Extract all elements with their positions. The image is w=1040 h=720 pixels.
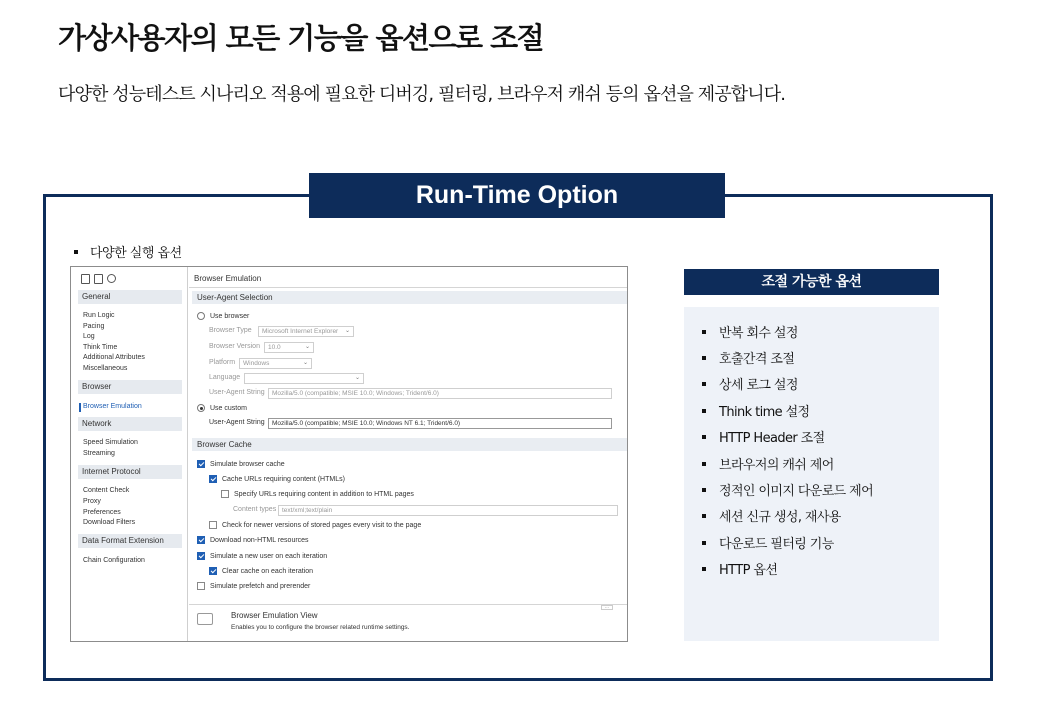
option-item-label: 반복 회수 설정: [719, 326, 798, 341]
option-item-label: 세션 신규 생성, 재사용: [719, 510, 841, 525]
ua-string-label-custom: User-Agent String: [209, 419, 265, 426]
page-subtitle: 다양한 성능테스트 시나리오 적용에 필요한 디버깅, 필터링, 브라우저 캐쉬 등의 옵션을 제공합니다.: [58, 84, 786, 105]
bullet-square: [702, 356, 706, 360]
check-newer-label: Check for newer versions of stored pages every visit to the page: [222, 521, 422, 529]
option-item-label: Think time 설정: [719, 405, 810, 420]
sidebar-item-browser-emulation[interactable]: Browser Emulation: [83, 403, 142, 410]
specify-urls-label: Specify URLs requiring content in addition to HTML pages: [234, 490, 414, 498]
options-header: 조절 가능한 옵션: [684, 269, 939, 295]
content-types-label: Content types: [233, 506, 277, 513]
cache-urls-option[interactable]: [209, 475, 345, 483]
use-custom-label: Use custom: [210, 404, 247, 412]
sidebar-item-log[interactable]: Log: [83, 333, 95, 340]
settings-main: [189, 267, 628, 641]
browser-type-value: Microsoft Internet Explorer: [262, 328, 339, 335]
use-custom-radio[interactable]: [197, 404, 205, 412]
options-list: [684, 307, 939, 641]
panel-bullet-text: 다양한 실행 옵션: [90, 246, 182, 261]
sidebar-item-streaming[interactable]: Streaming: [83, 450, 115, 457]
ua-section-header: User-Agent Selection: [192, 291, 627, 304]
info-title: Browser Emulation View: [231, 611, 318, 620]
bullet-square: [702, 462, 706, 466]
platform-value: Windows: [243, 360, 270, 367]
browser-version-label: Browser Version: [209, 343, 260, 350]
runtime-settings-screenshot: [70, 266, 628, 642]
simulate-new-user-option[interactable]: [197, 552, 327, 560]
simulate-cache-checkbox[interactable]: [197, 460, 205, 468]
ua-string-field-custom[interactable]: Mozilla/5.0 (compatible; MSIE 10.0; Windows NT 6.1; Trident/6.0): [268, 418, 612, 429]
sidebar-section-internet-protocol[interactable]: Internet Protocol: [78, 465, 182, 479]
option-item-label: 정적인 이미지 다운로드 제어: [719, 484, 874, 499]
language-label: Language: [209, 374, 241, 381]
bullet-square: [702, 409, 706, 413]
page-title: 가상사용자의 모든 기능을 옵션으로 조절: [58, 21, 544, 55]
download-non-html-checkbox[interactable]: [197, 536, 205, 544]
cache-section-header: Browser Cache: [192, 438, 627, 451]
sidebar-item-run-logic[interactable]: Run Logic: [83, 312, 115, 319]
check-newer-checkbox[interactable]: [209, 521, 217, 529]
use-custom-option[interactable]: [197, 404, 247, 412]
simulate-new-user-checkbox[interactable]: [197, 552, 205, 560]
ua-string-label-browser: User-Agent String: [209, 389, 265, 396]
option-item: [702, 533, 834, 552]
option-item-label: 호출간격 조절: [719, 352, 795, 367]
browser-type-label: Browser Type: [209, 327, 252, 334]
ua-string-field-browser[interactable]: Mozilla/5.0 (compatible; MSIE 10.0; Windows; Trident/6.0): [268, 388, 612, 399]
sidebar-toolbar: [81, 274, 116, 284]
content-types-field[interactable]: text/xml;text/plain: [278, 505, 618, 516]
sidebar-item-preferences[interactable]: Preferences: [83, 509, 121, 516]
platform-label: Platform: [209, 359, 236, 366]
sidebar-item-speed-simulation[interactable]: Speed Simulation: [83, 439, 138, 446]
option-item: [702, 348, 794, 367]
use-browser-option[interactable]: [197, 312, 249, 320]
clear-cache-checkbox[interactable]: [209, 567, 217, 575]
check-newer-option[interactable]: [209, 521, 421, 529]
simulate-cache-label: Simulate browser cache: [210, 460, 285, 468]
sidebar-item-additional-attributes[interactable]: Additional Attributes: [83, 354, 145, 361]
more-options-button[interactable]: ...: [601, 605, 613, 610]
sidebar-section-data-format-extension[interactable]: Data Format Extension: [78, 534, 182, 548]
bullet-square: [702, 541, 706, 545]
bullet-square: [702, 382, 706, 386]
bullet-square: [702, 567, 706, 571]
panel-bullet: [74, 242, 182, 261]
simulate-prefetch-checkbox[interactable]: [197, 582, 205, 590]
option-item: [702, 374, 798, 393]
info-panel: [189, 604, 628, 642]
option-item: [702, 454, 834, 473]
bullet-square: [702, 435, 706, 439]
sidebar-item-chain-configuration[interactable]: Chain Configuration: [83, 557, 145, 564]
browser-version-select[interactable]: [264, 342, 314, 353]
bullet-square: [74, 250, 78, 254]
comment-icon: [197, 613, 213, 625]
panel-title: Run-Time Option: [309, 173, 725, 218]
sidebar-section-network[interactable]: Network: [78, 417, 182, 431]
simulate-prefetch-option[interactable]: [197, 582, 310, 590]
language-select[interactable]: [244, 373, 364, 384]
simulate-cache-option[interactable]: [197, 460, 285, 468]
option-item-label: 상세 로그 설정: [719, 378, 798, 393]
sidebar-item-content-check[interactable]: Content Check: [83, 487, 130, 494]
browser-version-value: 10.0: [268, 344, 281, 351]
cache-urls-checkbox[interactable]: [209, 475, 217, 483]
option-item: [702, 480, 873, 499]
clear-cache-label: Clear cache on each iteration: [222, 567, 314, 575]
use-browser-radio[interactable]: [197, 312, 205, 320]
info-description: Enables you to configure the browser related runtime settings.: [231, 624, 410, 631]
option-item: [702, 559, 777, 578]
sidebar-section-general[interactable]: General: [78, 290, 182, 304]
sidebar-item-think-time[interactable]: Think Time: [83, 344, 118, 351]
chevron-down-icon: ⌄: [304, 344, 310, 350]
chevron-down-icon: ⌄: [354, 375, 360, 381]
title-divider: [189, 287, 628, 288]
platform-select[interactable]: [239, 358, 312, 369]
bullet-square: [702, 514, 706, 518]
browser-type-select[interactable]: [258, 326, 354, 337]
chevron-down-icon: ⌄: [344, 328, 350, 334]
option-item: [702, 322, 798, 341]
bullet-square: [702, 330, 706, 334]
use-browser-label: Use browser: [210, 312, 250, 320]
export-icon[interactable]: [81, 274, 90, 284]
option-item-label: HTTP 옵션: [719, 563, 778, 578]
specify-urls-option[interactable]: [221, 490, 414, 498]
sidebar-section-browser[interactable]: Browser: [78, 380, 182, 394]
sidebar-item-proxy[interactable]: Proxy: [83, 498, 101, 505]
option-item-label: 브라우저의 캐쉬 제어: [719, 458, 834, 473]
cache-urls-label: Cache URLs requiring content (HTMLs): [222, 475, 345, 483]
sidebar-item-pacing[interactable]: Pacing: [83, 323, 105, 330]
chevron-down-icon: ⌄: [302, 360, 308, 366]
specify-urls-checkbox[interactable]: [221, 490, 229, 498]
active-indicator: [79, 403, 81, 412]
sidebar-item-download-filters[interactable]: Download Filters: [83, 519, 136, 526]
option-item: [702, 427, 825, 446]
simulate-new-user-label: Simulate a new user on each iteration: [210, 552, 328, 560]
option-item-label: HTTP Header 조절: [719, 431, 825, 446]
download-non-html-option[interactable]: [197, 536, 309, 544]
settings-title: Browser Emulation: [194, 274, 262, 283]
import-icon[interactable]: [94, 274, 103, 284]
bullet-square: [702, 488, 706, 492]
search-icon[interactable]: [107, 274, 116, 283]
option-item-label: 다운로드 필터링 기능: [719, 537, 834, 552]
option-item: [702, 401, 810, 420]
option-item: [702, 506, 841, 525]
settings-sidebar: [71, 267, 188, 641]
simulate-prefetch-label: Simulate prefetch and prerender: [210, 582, 311, 590]
download-non-html-label: Download non-HTML resources: [210, 536, 309, 544]
sidebar-item-miscellaneous[interactable]: Miscellaneous: [83, 365, 128, 372]
clear-cache-option[interactable]: [209, 567, 313, 575]
